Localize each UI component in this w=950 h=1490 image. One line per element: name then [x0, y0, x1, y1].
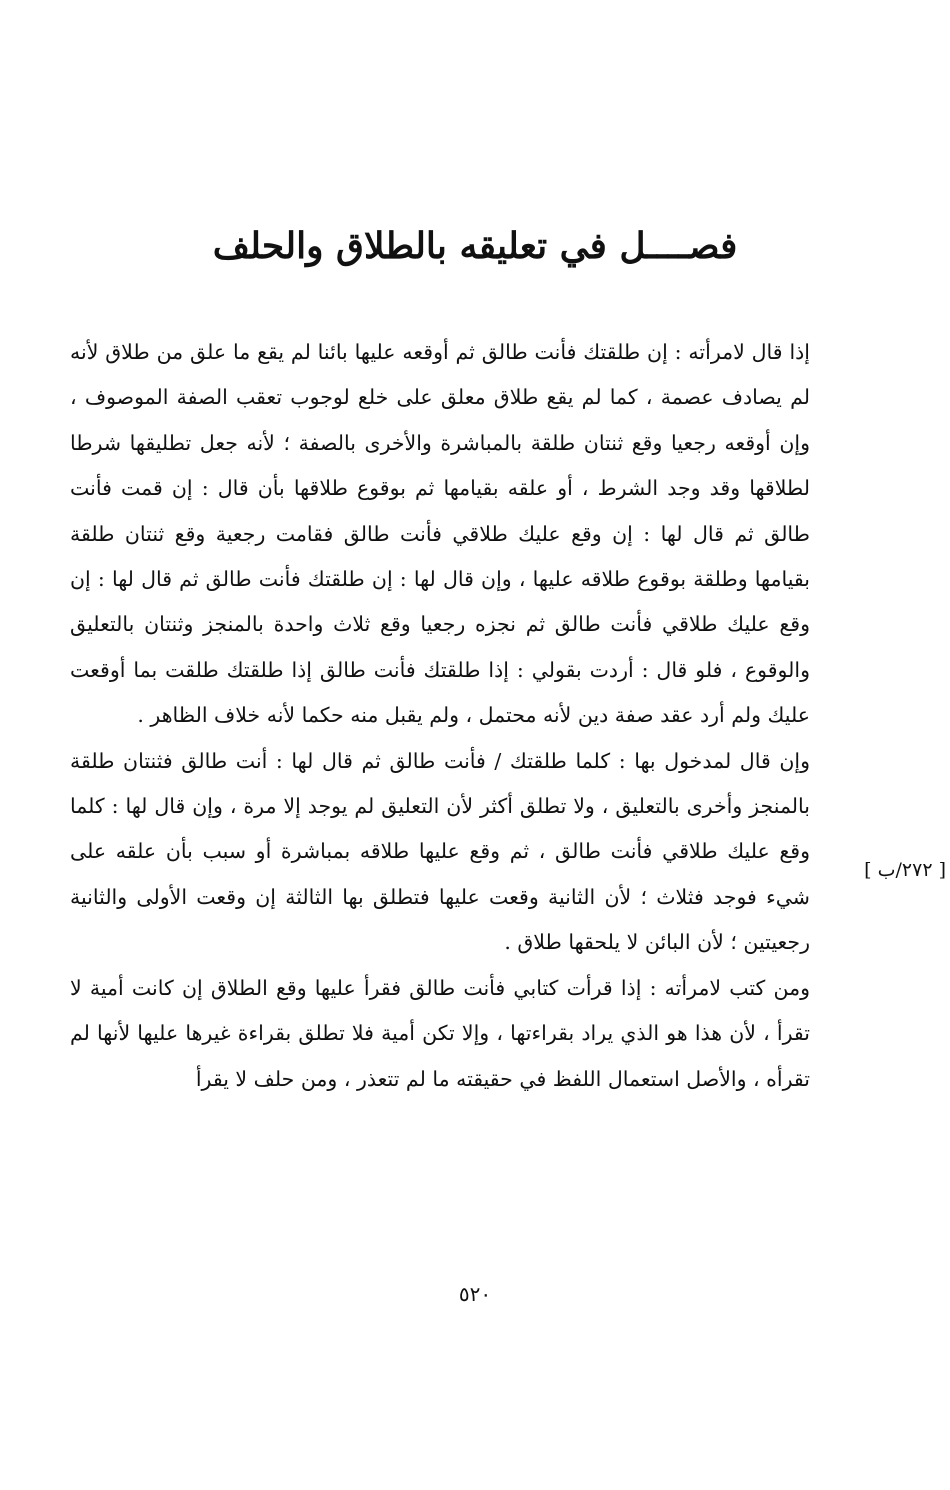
paragraph-2: وإن قال لمدخول بها : كلما طلقتك / فأنت طالق ثم قال لها : أنت طالق فثنتان طلقة بالمنجز وأخرى بالتعليق ، ولا تطلق أكثر لأن التعليق لم يوجد إلا مرة ، وإن قال لها : كلما وقع عليك طلاقي فأنت طالق ، ثم وقع عليها طلاقه بمباشرة أو سبب بأن علقه على شيء فوجد فثلاث ؛ لأن الثانية وقعت عليها فتطلق بها الثالثة إن وقعت الأولى والثانية رجعيتين ؛ لأن البائن لا يلحقها طلاق . [70, 748, 810, 955]
page-number: ٥٢٠ [458, 1282, 492, 1306]
paragraph-1: إذا قال لامرأته : إن طلقتك فأنت طالق ثم أوقعه عليها بائنا لم يقع ما علق من طلاق لأنه لم يصادف عصمة ، كما لم يقع طلاق معلق على خلع لوجوب تعقب الصفة الموصوف ، وإن أوقعه رجعيا وقع ثنتان طلقة بالمباشرة والأخرى بالصفة ؛ لأنه جعل تطليقها شرطا لطلاقها وقد وجد الشرط ، أو علقه بقيامها ثم بوقوع طلاقها بأن قال : إن قمت فأنت طالق ثم قال لها : إن وقع عليك طلاقي فأنت طالق فقامت رجعية وقع ثنتان طلقة بقيامها وطلقة بوقوع طلاقه عليها ، وإن قال لها : إن طلقتك فأنت طالق ثم قال لها : إن وقع عليك طلاقي فأنت طالق ثم نجزه رجعيا وقع ثلاث واحدة بالمنجز وثنتان بالتعليق والوقوع ، فلو قال : أردت بقولي : إذا طلقتك فأنت طالق إذا طلقتك طلقت بما أوقعت عليك ولم أرد عقد صفة دين لأنه محتمل ، ولم يقبل منه حكما لأنه خلاف الظاهر . [70, 340, 810, 728]
folio-margin-note: [ ٢٧٢/ب ] [864, 859, 946, 881]
paragraph-3: ومن كتب لامرأته : إذا قرأت كتابي فأنت طالق فقرأ عليها وقع الطلاق إن كانت أمية لا تقرأ ، لأن هذا هو الذي يراد بقراءتها ، وإلا تكن أمية فلا تطلق بقراءة غيرها عليها لأنها لم تقرأه ، والأصل استعمال اللفظ في حقيقته ما لم تتعذر ، ومن حلف لا يقرأ [70, 975, 810, 1091]
chapter-heading: فصــــل في تعليقه بالطلاق والحلف [212, 225, 738, 267]
body-text [70, 330, 810, 1102]
